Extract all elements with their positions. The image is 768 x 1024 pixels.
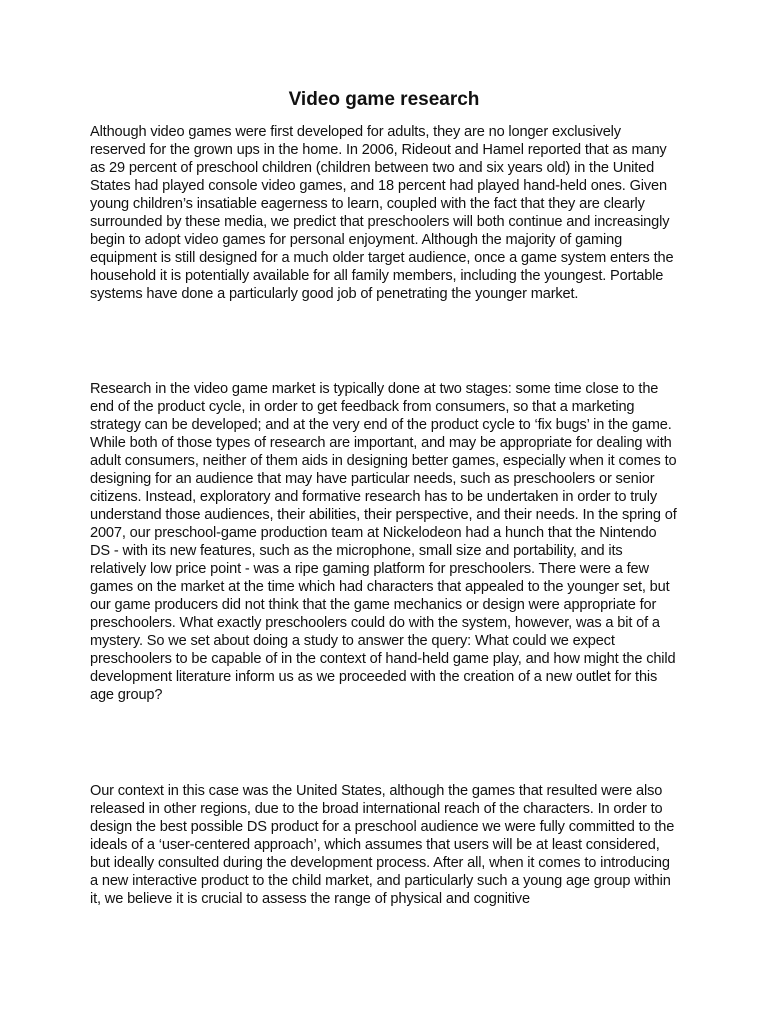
paragraph-research-market: Research in the video game market is typically done at two stages: some time close to the end of the product cycle, in order to get feedback from consumers, so that a marketing strategy can be developed; and at the very end of the product cycle to ‘fix bugs’ in the game. While both of those types of research are important, and may be appropriate for dealing with adult consumers, neither of them aids in designing better games, especially when it comes to designing for an audience that may have particular needs, such as preschoolers or senior citizens. Instead, exploratory and formative research has to be undertaken in order to truly understand those audiences, their abilities, their perspective, and their needs. In the spring of 2007, our preschool-game production team at Nickelodeon had a hunch that the Nintendo DS - with its new features, such as the microphone, small size and portability, and its relatively low price point - was a ripe gaming platform for preschoolers. There were a few games on the market at the time which had characters that appealed to the younger set, but our game producers did not think that the game mechanics or design were appropriate for preschoolers. What exactly preschoolers could do with the system, however, was a bit of a mystery. So we set about doing a study to answer the query: What could we expect preschoolers to be capable of in the context of hand-held game play, and how might the child development literature inform us as we proceeded with the creation of a new outlet for this age group? — [90, 381, 677, 703]
document-title: Video game research — [288, 89, 480, 110]
paragraph-intro: Although video games were first developed for adults, they are no longer exclusively reserved for the grown ups in the home. In 2006, Rideout and Hamel reported that as many as 29 percent of preschool children (children between two and six years old) in the United States had played console video games, and 18 percent had played hand-held ones. Given young children’s insatiable eagerness to learn, coupled with the fact that they are clearly surrounded by these media, we predict that preschoolers will both continue and increasingly begin to adopt video games for personal enjoyment. Although the majority of gaming equipment is still designed for a much older target audience, once a game system enters the household it is potentially available for all family members, including the youngest. Portable systems have done a particularly good job of penetrating the younger market. — [90, 124, 674, 302]
paragraph-context: Our context in this case was the United States, although the games that resulted were also released in other regions, due to the broad international reach of the characters. In order to design the best possible DS product for a preschool audience we were fully committed to the ideals of a ‘user-centered approach’, which assumes that users will be at least considered, but ideally consulted during the development process. After all, when it comes to introducing a new interactive product to the child market, and particularly such a young age group within it, we believe it is crucial to assess the range of physical and cognitive — [90, 783, 675, 907]
